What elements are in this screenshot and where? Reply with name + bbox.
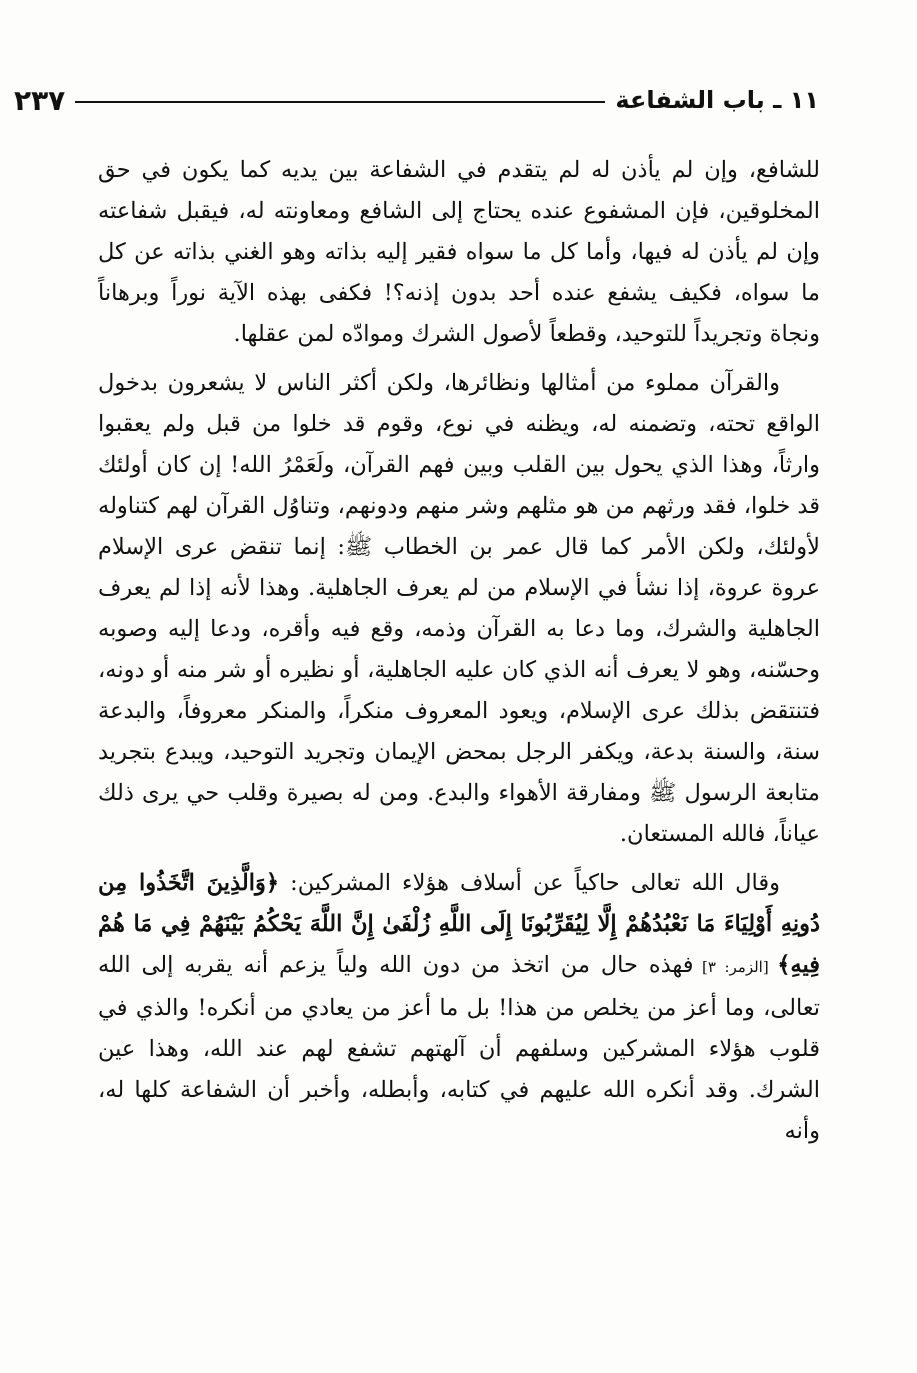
running-header: [14, 80, 819, 120]
paragraph-1: للشافع، وإن لم يأذن له لم يتقدم في الشفاعة بين يديه كما يكون في حق المخلوقين، فإن المشفوع عنده يحتاج إلى الشافع ومعاونته له، فيقبل شفاعته وإن لم يأذن له فيها، وأما كل ما سواه فقير إليه بذاته وهو الغني بذاته عن كل ما سواه، فكيف يشفع عنده أحد بدون إذنه؟! فكفى بهذه الآية نوراً وبرهاناً ونجاة وتجريداً للتوحيد، وقطعاً لأصول الشرك وموادّه لمن عقلها.: [98, 157, 820, 347]
paragraph-3-intro: وقال الله تعالى حاكياً عن أسلاف هؤلاء المشركين:: [279, 870, 781, 896]
chapter-title: ١١ ـ باب الشفاعة: [615, 86, 819, 114]
header-rule: [75, 101, 605, 103]
page-number: ٢٣٧: [14, 83, 66, 117]
quran-ayah: ﴿وَالَّذِينَ اتَّخَذُوا مِن دُونِهِ أَوْلِيَاءَ مَا نَعْبُدُهُمْ إِلَّا لِيُقَرِّبُونَا إِلَى اللَّهِ زُلْفَىٰ إِنَّ اللَّهَ يَحْكُمُ بَيْنَهُمْ فِي مَا هُمْ فِيهِ﴾: [98, 870, 820, 978]
paragraph-2: والقرآن مملوء من أمثالها ونظائرها، ولكن أكثر الناس لا يشعرون بدخول الواقع تحته، وتضمنه له، ويظنه في نوع، وقوم قد خلوا من قبل ولم يعقبوا وارثاً، وهذا الذي يحول بين القلب وبين فهم القرآن، ولَعَمْرُ الله! إن كان أولئك قد خلوا، فقد ورثهم من هو مثلهم وشر منهم ودونهم، وتناوُل القرآن لهم كتناوله لأولئك، ولكن الأمر كما قال عمر بن الخطاب ﷺ: إنما تنقض عرى الإسلام عروة عروة، إذا نشأ في الإسلام من لم يعرف الجاهلية. وهذا لأنه إذا لم يعرف الجاهلية والشرك، وما دعا به القرآن وذمه، وقع فيه وأقره، ودعا إليه وصوبه وحسّنه، وهو لا يعرف أنه الذي كان عليه الجاهلية، أو نظيره أو شر منه أو دونه، فتنتقض بذلك عرى الإسلام، ويعود المعروف منكراً، والمنكر معروفاً، والبدعة سنة، والسنة بدعة، ويكفر الرجل بمحض الإيمان وتجريد التوحيد، ويبدع بتجريد متابعة الرسول ﷺ ومفارقة الأهواء والبدع. ومن له بصيرة وقلب حي يرى ذلك عياناً، فالله المستعان.: [98, 370, 820, 847]
paragraph-3-rest: فهذه حال من اتخذ من دون الله ولياً يزعم أنه يقربه إلى الله تعالى، وما أعز من يخلص من هذا! بل ما أعز من يعادي من أنكره! والذي في قلوب هؤلاء المشركين وسلفهم أن آلهتهم تشفع لهم عند الله، وهذا عين الشرك. وقد أنكره الله عليهم في كتابه، وأبطله، وأخبر أن الشفاعة كلها له، وأنه: [98, 952, 820, 1144]
body-text: [98, 150, 820, 1152]
ayah-citation: [الزمر: ٣]: [693, 958, 778, 976]
paragraph-3: [98, 863, 820, 1152]
